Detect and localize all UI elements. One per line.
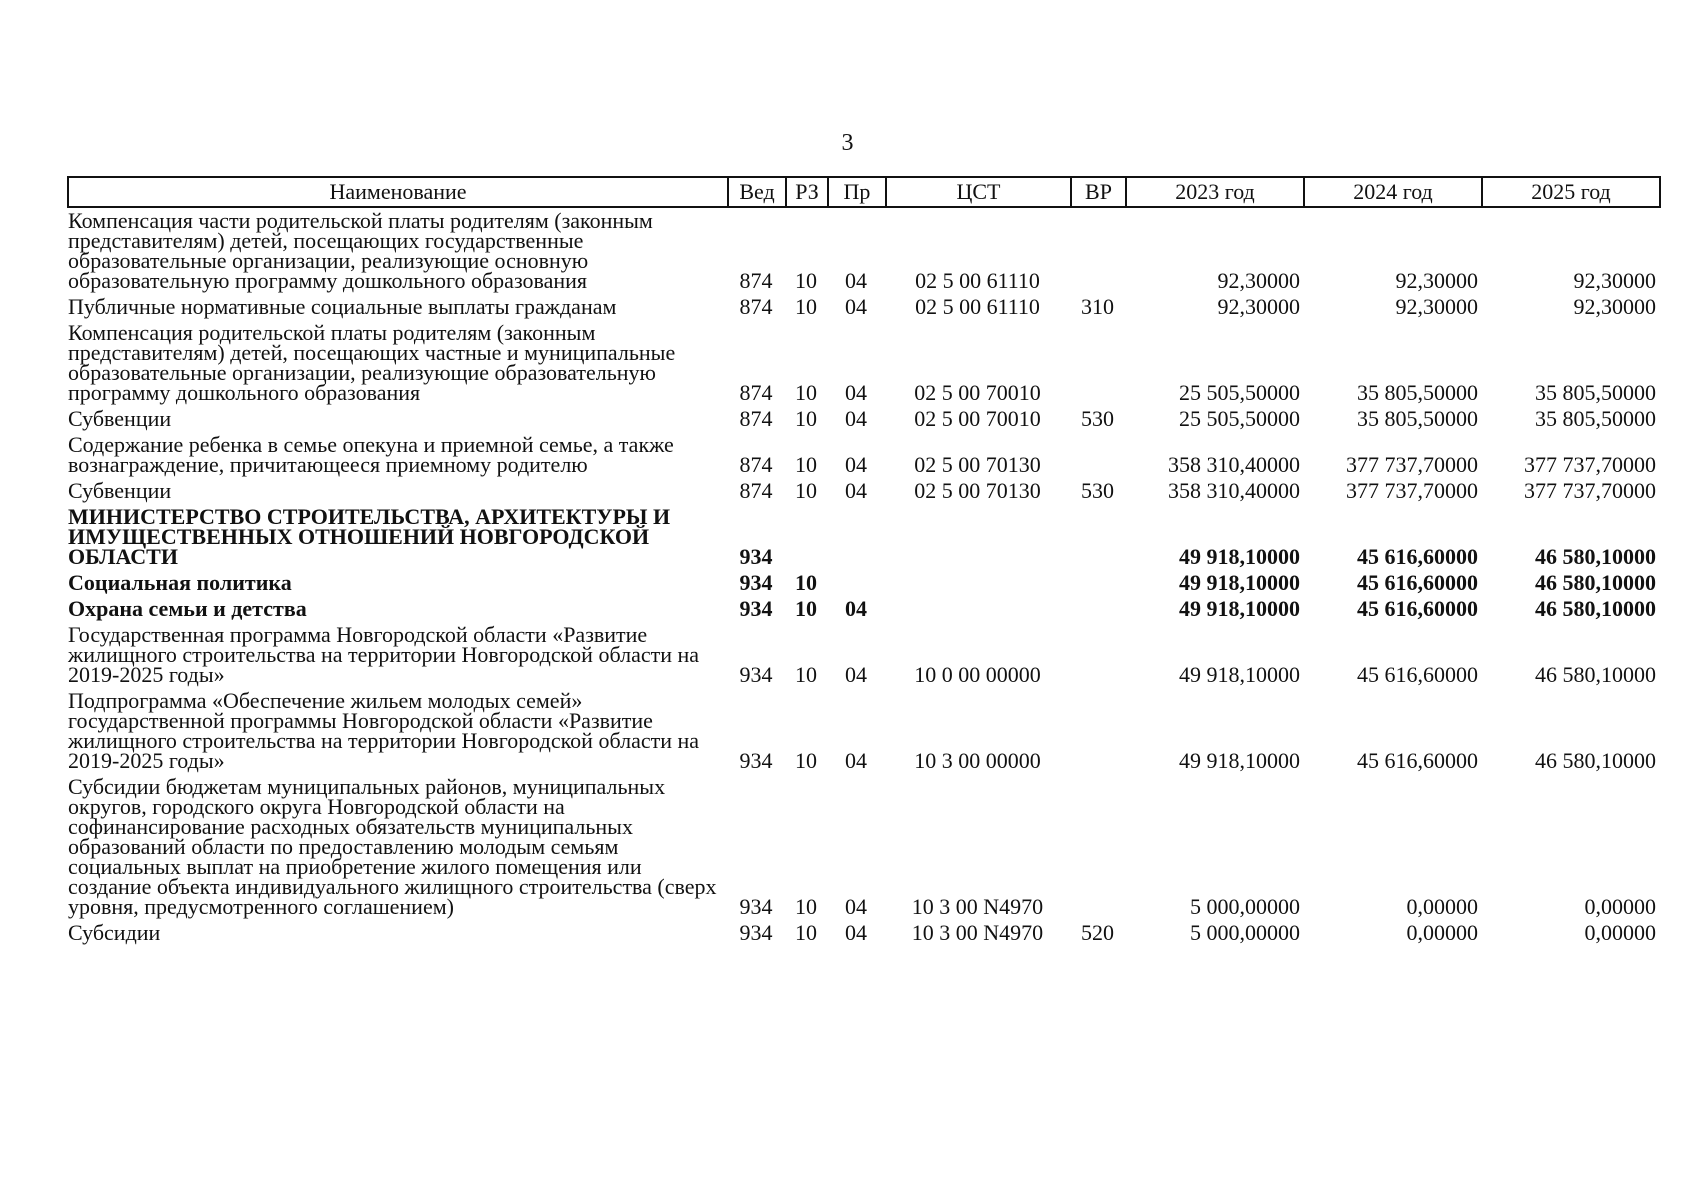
cell-cst: 10 3 00 N4970 — [911, 920, 1044, 945]
cell-ved: 874 — [739, 294, 773, 319]
cell-name: Субвенции — [68, 478, 172, 503]
table-row — [68, 504, 1660, 570]
cell-pr: 04 — [845, 920, 867, 945]
cell-name: Государственная программа Новгородской области «Развитие жилищного строительства на территории Новгородской области на 2019-2025 годы» — [68, 622, 700, 687]
header-2023: 2023 год — [1126, 177, 1304, 207]
cell-2023: 5 000,00000 — [1190, 894, 1300, 919]
cell-vr — [1071, 774, 1126, 920]
cell-name: Охрана семьи и детства — [68, 596, 307, 621]
header-vr: ВР — [1071, 177, 1126, 207]
cell-2024: 35 805,50000 — [1357, 406, 1478, 431]
cell-cst — [886, 504, 1071, 570]
header-rz: РЗ — [786, 177, 828, 207]
cell-2023: 358 310,40000 — [1168, 452, 1300, 477]
cell-2024: 45 616,60000 — [1357, 748, 1478, 773]
cell-2024: 0,00000 — [1406, 920, 1478, 945]
cell-ved: 874 — [739, 406, 773, 431]
cell-2024: 35 805,50000 — [1357, 380, 1478, 405]
cell-2025: 92,30000 — [1573, 294, 1656, 319]
cell-pr: 04 — [845, 596, 867, 621]
table-row — [68, 774, 1660, 920]
cell-ved: 934 — [739, 920, 773, 945]
cell-2025: 377 737,70000 — [1524, 452, 1656, 477]
cell-rz: 10 — [795, 570, 817, 595]
cell-name: Социальная политика — [68, 570, 292, 595]
cell-pr: 04 — [845, 380, 867, 405]
table-row — [68, 622, 1660, 688]
page-number: 3 — [841, 130, 854, 156]
cell-name: Компенсация части родительской платы родителям (законным представителям) детей, посещающих государственные образовательные организации, реализующие основную образовательную программу дошкольного образования — [68, 208, 653, 293]
cell-rz — [786, 504, 828, 570]
cell-2023: 92,30000 — [1217, 294, 1300, 319]
table-row — [68, 478, 1660, 504]
table-row — [68, 688, 1660, 774]
cell-name: Содержание ребенка в семье опекуна и приемной семье, а также вознаграждение, причитающееся приемному родителю — [68, 432, 674, 477]
cell-pr: 04 — [845, 294, 867, 319]
cell-cst — [886, 570, 1071, 596]
cell-2024: 92,30000 — [1395, 268, 1478, 293]
cell-name: Компенсация родительской платы родителям (законным представителям) детей, посещающих частные и муниципальные образовательные организации, реализующие образовательную программу дошкольного образования — [68, 320, 676, 405]
cell-ved: 874 — [739, 380, 773, 405]
cell-name: Публичные нормативные социальные выплаты гражданам — [68, 294, 617, 319]
cell-2025: 92,30000 — [1573, 268, 1656, 293]
cell-vr — [1071, 320, 1126, 406]
cell-2023: 49 918,10000 — [1179, 544, 1300, 569]
cell-cst: 10 3 00 N4970 — [911, 894, 1044, 919]
cell-cst — [886, 596, 1071, 622]
table-row — [68, 432, 1660, 478]
cell-ved: 934 — [739, 748, 773, 773]
cell-rz: 10 — [795, 268, 817, 293]
cell-2024: 377 737,70000 — [1346, 478, 1478, 503]
cell-pr: 04 — [845, 452, 867, 477]
cell-cst: 02 5 00 61110 — [915, 294, 1040, 319]
cell-cst: 02 5 00 70010 — [914, 406, 1041, 431]
cell-cst: 02 5 00 70010 — [914, 380, 1041, 405]
cell-ved: 934 — [739, 894, 773, 919]
table-row — [68, 207, 1660, 294]
cell-name: Подпрограмма «Обеспечение жильем молодых семей» государственной программы Новгородской области «Развитие жилищного строительства на территории Новгородской области на 2019-2025 годы» — [68, 688, 700, 773]
header-cst: ЦСТ — [886, 177, 1071, 207]
cell-2023: 25 505,50000 — [1179, 406, 1300, 431]
cell-name: Субсидии бюджетам муниципальных районов, муниципальных округов, городского округа Новгородской области на софинансирование расходных обязательств муниципальных образований области по предоставлению молодым семьям социальных выплат на приобретение жилого помещения или создание объекта индивидуального жилищного строительства (сверх уровня, предусмотренного соглашением) — [68, 774, 717, 919]
cell-name: Субвенции — [68, 406, 172, 431]
cell-ved: 874 — [739, 452, 773, 477]
cell-cst: 02 5 00 70130 — [914, 452, 1041, 477]
cell-2023: 92,30000 — [1217, 268, 1300, 293]
cell-pr: 04 — [845, 478, 867, 503]
cell-name: Субсидии — [68, 920, 161, 945]
cell-rz: 10 — [795, 294, 817, 319]
cell-ved: 934 — [739, 570, 773, 595]
cell-2023: 25 505,50000 — [1179, 380, 1300, 405]
cell-2025: 46 580,10000 — [1535, 596, 1656, 621]
cell-vr — [1071, 207, 1126, 294]
cell-cst: 02 5 00 61110 — [915, 268, 1040, 293]
table-row — [68, 570, 1660, 596]
cell-pr: 04 — [845, 662, 867, 687]
budget-table — [67, 176, 1661, 946]
cell-ved: 874 — [739, 478, 773, 503]
cell-2024: 0,00000 — [1406, 894, 1478, 919]
cell-pr — [828, 570, 886, 596]
cell-2024: 45 616,60000 — [1357, 596, 1478, 621]
cell-vr — [1071, 688, 1126, 774]
cell-cst: 10 3 00 00000 — [914, 748, 1041, 773]
cell-vr: 530 — [1081, 406, 1114, 431]
cell-2023: 49 918,10000 — [1179, 662, 1300, 687]
cell-vr — [1071, 570, 1126, 596]
cell-cst: 10 0 00 00000 — [914, 662, 1041, 687]
cell-ved: 934 — [739, 596, 773, 621]
cell-2025: 46 580,10000 — [1535, 748, 1656, 773]
cell-2024: 45 616,60000 — [1357, 570, 1478, 595]
cell-rz: 10 — [795, 662, 817, 687]
cell-2024: 45 616,60000 — [1357, 662, 1478, 687]
cell-rz: 10 — [795, 452, 817, 477]
cell-rz: 10 — [795, 894, 817, 919]
cell-vr: 530 — [1081, 478, 1114, 503]
cell-rz: 10 — [795, 380, 817, 405]
cell-ved: 874 — [739, 268, 773, 293]
cell-2024: 377 737,70000 — [1346, 452, 1478, 477]
table-row — [68, 920, 1660, 946]
cell-2023: 49 918,10000 — [1179, 596, 1300, 621]
cell-2025: 46 580,10000 — [1535, 544, 1656, 569]
cell-name: МИНИСТЕРСТВО СТРОИТЕЛЬСТВА, АРХИТЕКТУРЫ И ИМУЩЕСТВЕННЫХ ОТНОШЕНИЙ НОВГОРОДСКОЙ ОБЛАСТИ — [68, 504, 671, 569]
cell-2023: 358 310,40000 — [1168, 478, 1300, 503]
cell-pr: 04 — [845, 894, 867, 919]
cell-ved: 934 — [739, 662, 773, 687]
header-pr: Пр — [828, 177, 886, 207]
cell-rz: 10 — [795, 748, 817, 773]
table-row — [68, 596, 1660, 622]
header-2025: 2025 год — [1482, 177, 1660, 207]
table-header — [68, 177, 1660, 207]
cell-vr — [1071, 596, 1126, 622]
cell-rz: 10 — [795, 920, 817, 945]
cell-2025: 377 737,70000 — [1524, 478, 1656, 503]
cell-pr: 04 — [845, 406, 867, 431]
cell-2024: 92,30000 — [1395, 294, 1478, 319]
cell-2023: 49 918,10000 — [1179, 570, 1300, 595]
table-row — [68, 294, 1660, 320]
cell-ved: 934 — [739, 544, 773, 569]
cell-2025: 46 580,10000 — [1535, 662, 1656, 687]
cell-vr — [1071, 504, 1126, 570]
cell-2025: 35 805,50000 — [1535, 380, 1656, 405]
table-row — [68, 320, 1660, 406]
cell-rz: 10 — [795, 478, 817, 503]
cell-rz: 10 — [795, 406, 817, 431]
header-name: Наименование — [68, 177, 728, 207]
cell-pr: 04 — [845, 748, 867, 773]
cell-vr — [1071, 432, 1126, 478]
cell-vr — [1071, 622, 1126, 688]
cell-2023: 49 918,10000 — [1179, 748, 1300, 773]
header-2024: 2024 год — [1304, 177, 1482, 207]
cell-pr: 04 — [845, 268, 867, 293]
cell-cst: 02 5 00 70130 — [914, 478, 1041, 503]
cell-2025: 0,00000 — [1584, 920, 1656, 945]
cell-pr — [828, 504, 886, 570]
cell-vr: 520 — [1081, 920, 1114, 945]
header-ved: Вед — [728, 177, 786, 207]
cell-2025: 0,00000 — [1584, 894, 1656, 919]
cell-vr: 310 — [1081, 294, 1114, 319]
cell-2023: 5 000,00000 — [1190, 920, 1300, 945]
table-body — [68, 207, 1660, 946]
cell-2025: 35 805,50000 — [1535, 406, 1656, 431]
cell-2025: 46 580,10000 — [1535, 570, 1656, 595]
cell-2024: 45 616,60000 — [1357, 544, 1478, 569]
table-row — [68, 406, 1660, 432]
cell-rz: 10 — [795, 596, 817, 621]
